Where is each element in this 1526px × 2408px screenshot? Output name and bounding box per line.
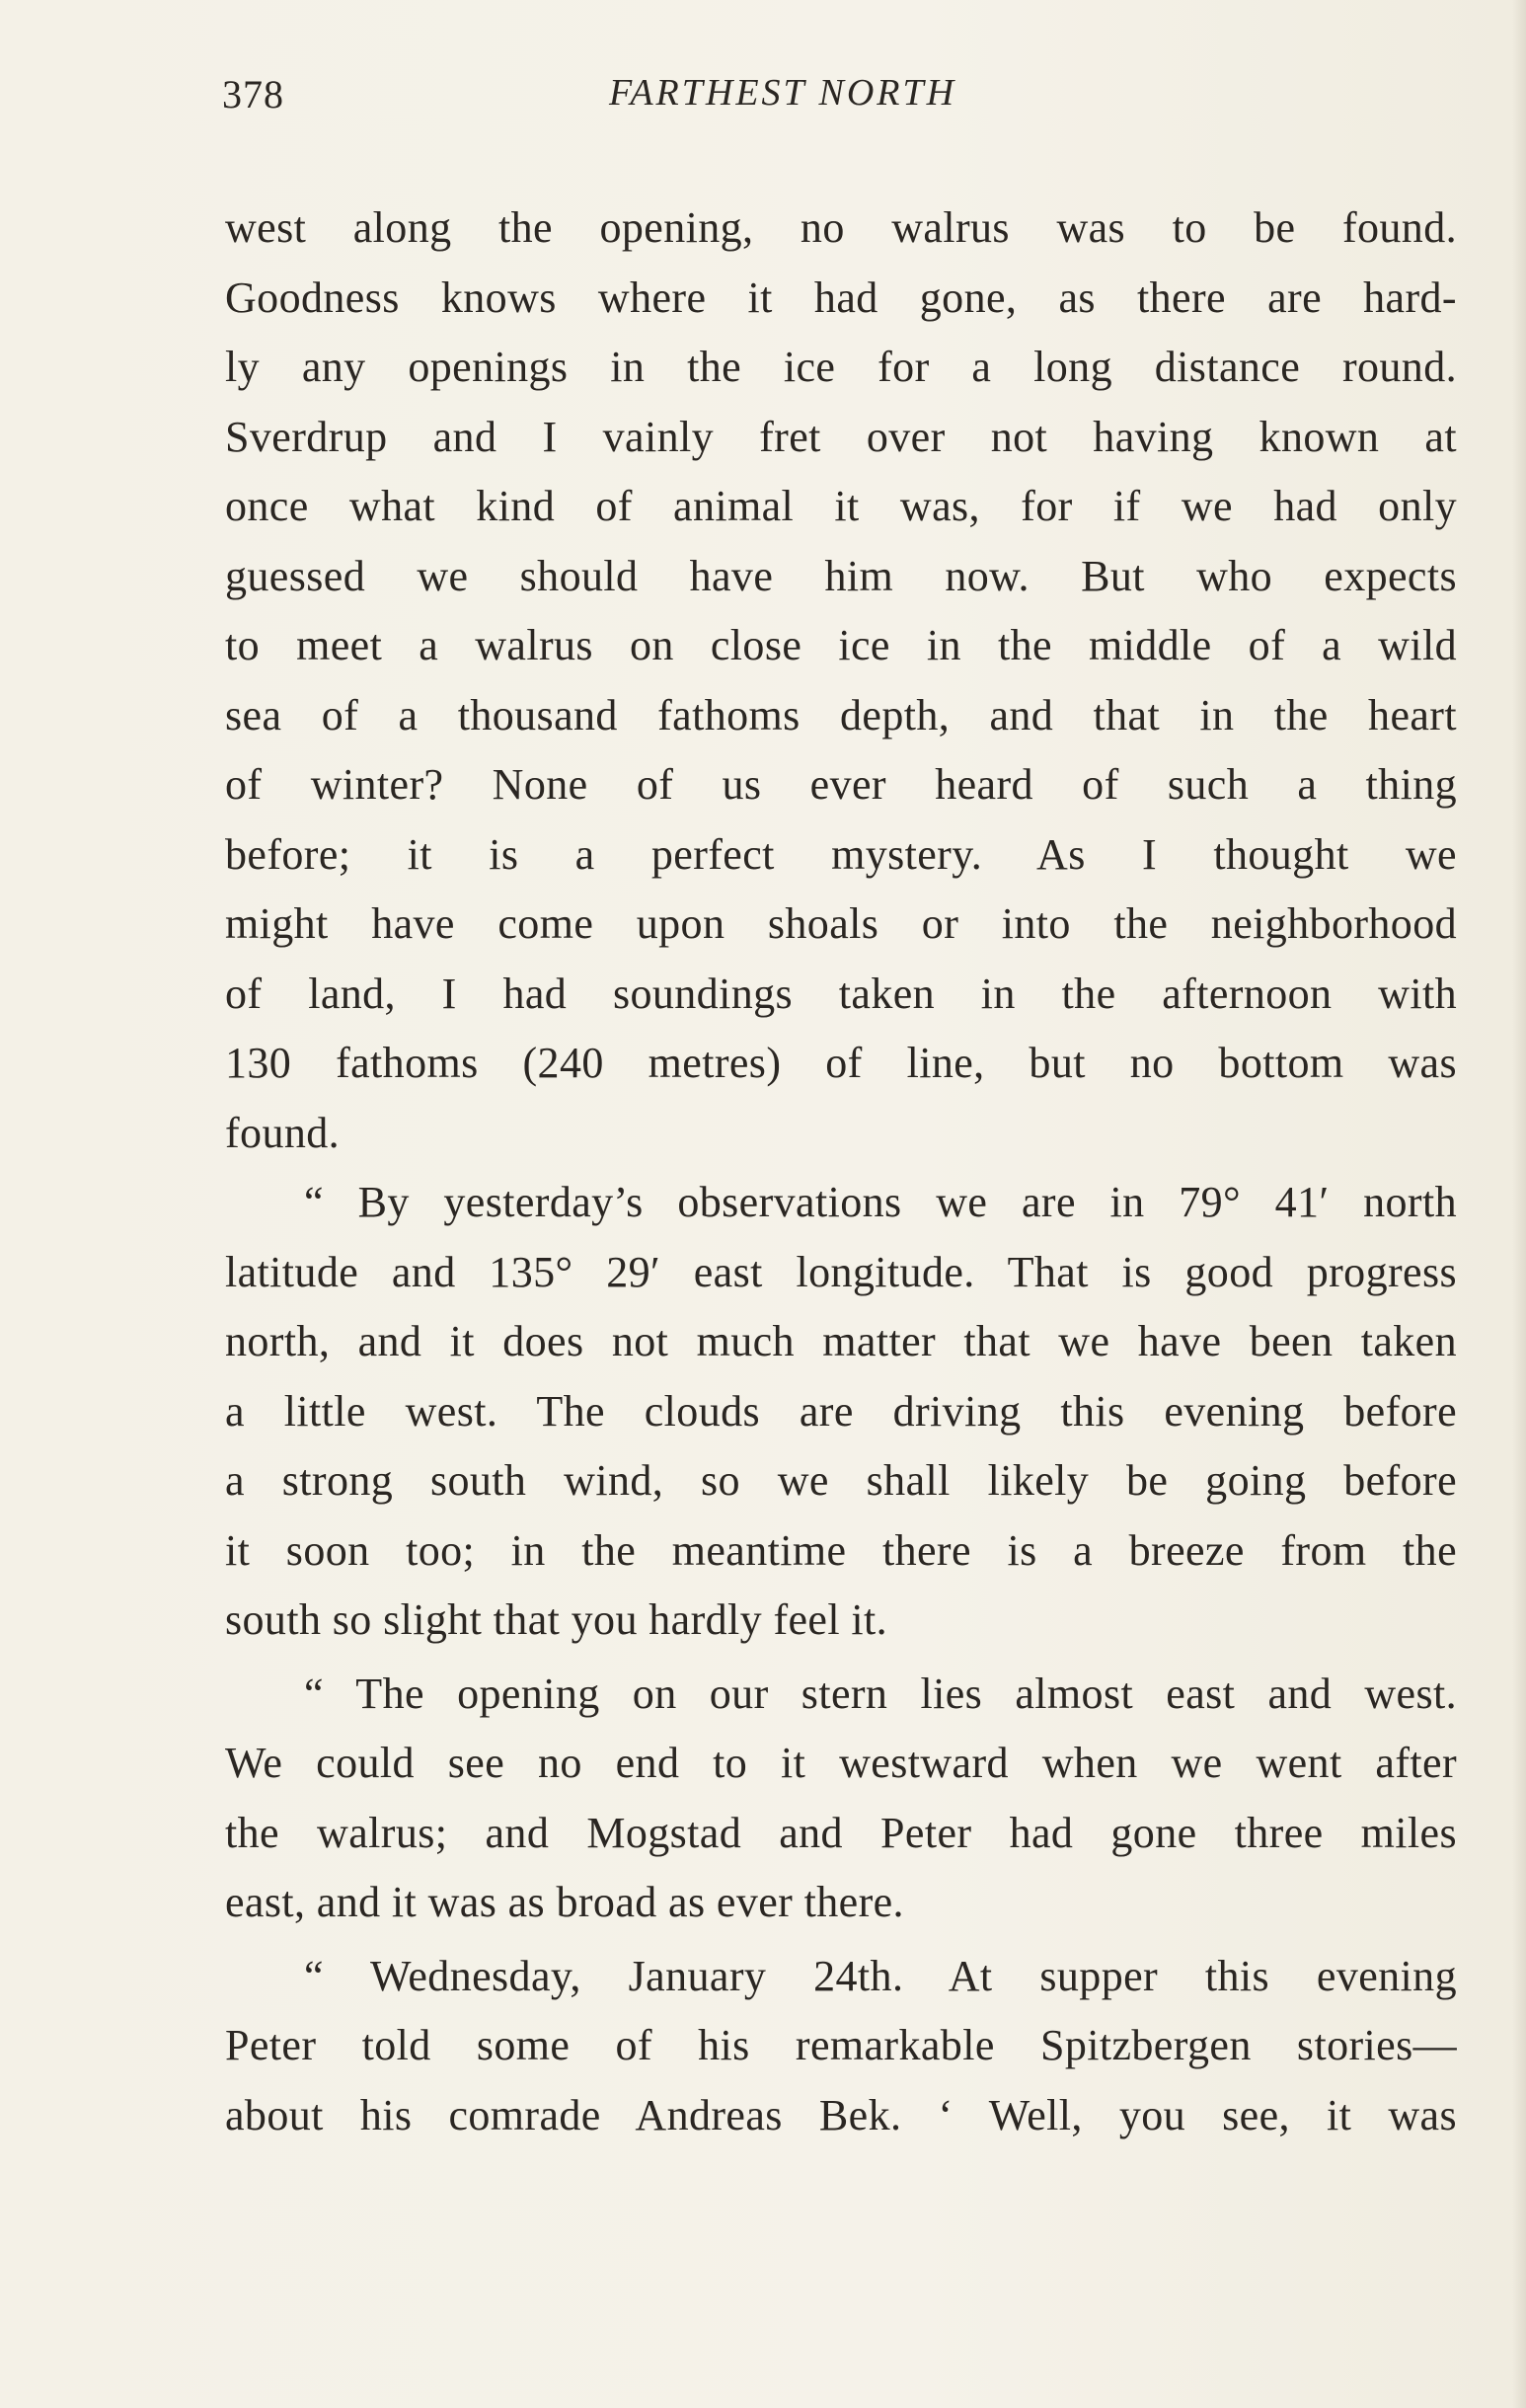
- running-title: FARTHEST NORTH: [609, 72, 957, 114]
- text-line: east, and it was as broad as ever there.: [225, 1878, 904, 1926]
- text-line: it soon too; in the meantime there is a breeze from the: [225, 1525, 1457, 1575]
- text-line: guessed we should have him now. But who expects: [225, 551, 1457, 600]
- text-line: sea of a thousand fathoms depth, and that in the heart: [225, 690, 1457, 739]
- text-line: Goodness knows where it had gone, as there are hard-: [225, 272, 1457, 322]
- text-line: north, and it does not much matter that we have been taken: [225, 1317, 1457, 1365]
- text-line: a little west. The clouds are driving this evening before: [225, 1386, 1457, 1436]
- text-line: might have come upon shoals or into the neighborhood: [225, 899, 1457, 948]
- text-line: 130 fathoms (240 metres) of line, but no bottom was: [225, 1039, 1457, 1087]
- text-line: to meet a walrus on close ice in the middle of a wild: [225, 621, 1457, 669]
- text-line: Sverdrup and I vainly fret over not having known at: [225, 412, 1457, 461]
- text-line: ly any openings in the ice for a long distance round.: [225, 343, 1457, 391]
- text-line: We could see no end to it westward when we went after: [225, 1739, 1457, 1787]
- text-line: once what kind of animal it was, for if we had only: [225, 482, 1457, 530]
- text-line: west along the opening, no walrus was to be found.: [225, 203, 1457, 252]
- text-line: a strong south wind, so we shall likely be going before: [225, 1456, 1457, 1505]
- text-line: “ By yesterday’s observations we are in 79° 41′ north: [304, 1178, 1457, 1226]
- text-line: “ The opening on our stern lies almost east and west.: [304, 1669, 1457, 1718]
- text-line: Peter told some of his remarkable Spitzbergen stories—: [225, 2021, 1457, 2069]
- page-number: 378: [222, 72, 284, 117]
- text-line: south so slight that you hardly feel it.: [225, 1595, 888, 1644]
- text-line: about his comrade Andreas Bek. ‘ Well, you see, it was: [225, 2090, 1457, 2139]
- text-line: of land, I had soundings taken in the afternoon with: [225, 969, 1457, 1018]
- text-line: “ Wednesday, January 24th. At supper this evening: [304, 1951, 1457, 2000]
- text-line: of winter? None of us ever heard of such a thing: [225, 760, 1457, 809]
- text-line: found.: [225, 1108, 341, 1157]
- body-text: [225, 194, 1457, 2150]
- page-edge-shadow: [1512, 0, 1526, 2408]
- text-line: latitude and 135° 29′ east longitude. That is good progress: [225, 1247, 1457, 1296]
- page-header: [222, 71, 1456, 130]
- text-line: the walrus; and Mogstad and Peter had gone three miles: [225, 1808, 1457, 1857]
- text-line: before; it is a perfect mystery. As I thought we: [225, 829, 1457, 879]
